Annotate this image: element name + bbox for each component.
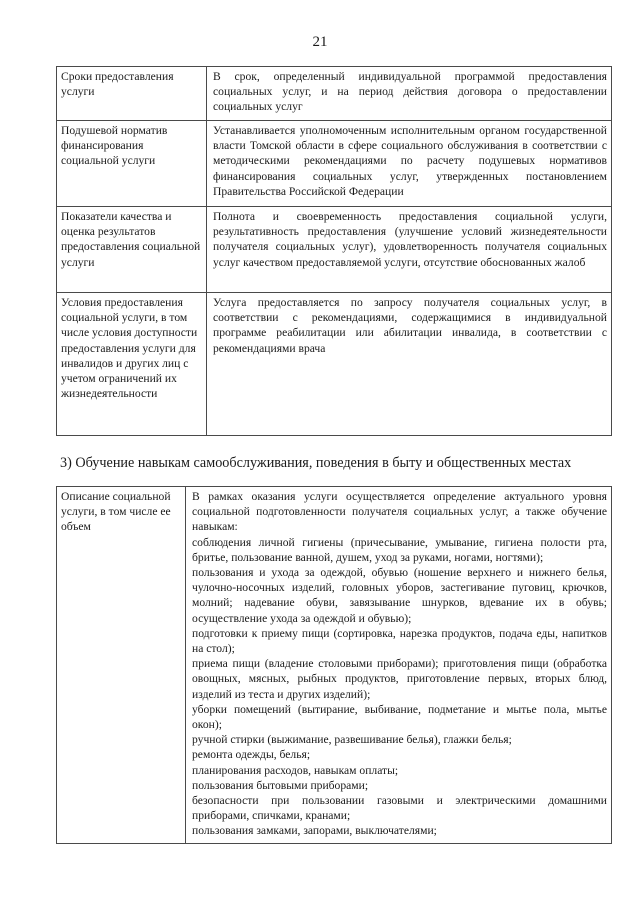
skill-item: планирования расходов, навыкам оплаты; <box>192 763 399 777</box>
skill-item: ручной стирки (выжимание, развешивание белья), глажки белья; <box>192 733 512 747</box>
skill-item: уборки помещений (вытирание, выбивание, подметание и мытье пола, мытье окон); <box>192 702 607 732</box>
section-heading: 3) Обучение навыкам самообслуживания, поведения в быту и общественных местах <box>60 455 572 471</box>
skill-item: пользования и ухода за одеждой, обувью (ношение верхнего и нижнего белья, чулочно-носочных изделий, головных уборов, застегивание пуговиц, крючков, молний; надевание обуви, завязывание шнурков, вдевание их в обувь; осуществление ухода за одеждой и обувью); <box>192 566 607 625</box>
row-text-financing: Устанавливается уполномоченным исполнительным органом государственной власти Томской области в сфере социального обслуживания в соответствии с методическими рекомендациями по расчету подушевых нормативов финансирования социальных услуг, утвержденных постановлением Правительства Российской Федерации <box>207 121 612 207</box>
table-row <box>57 207 612 293</box>
table-row <box>57 121 612 207</box>
description-text <box>186 487 612 844</box>
table-row <box>57 487 612 844</box>
row-label-conditions: Условия предоставления социальной услуги, в том числе условия доступности предоставления услуги для инвалидов и других лиц с учетом ограничений их жизнедеятельности <box>57 293 207 436</box>
skill-item: ремонта одежды, белья; <box>192 748 311 762</box>
row-label-quality: Показатели качества и оценка результатов предоставления социальной услуги <box>57 207 207 293</box>
service-description-table <box>56 486 612 844</box>
description-intro: В рамках оказания услуги осуществляется определение актуального уровня социальной подготовленности получателя социальных услуг, а также обучение навыкам: <box>192 490 607 534</box>
skill-item: соблюдения личной гигиены (причесывание, умывание, гигиена полости рта, бритье, пользование ванной, душем, уход за руками, ногами, ногтями); <box>192 535 607 564</box>
page-number: 21 <box>312 34 328 50</box>
service-conditions-table <box>56 66 612 436</box>
skill-item: приема пищи (владение столовыми приборами); приготовления пищи (обработка овощных, мясных, рыбных продуктов, приготовление первых, вторых блюд, изделий из теста и других изделий); <box>192 657 607 701</box>
row-text-terms: В срок, определенный индивидуальной программой предоставления социальных услуг, и на период действия договора о предоставлении социальных услуг <box>207 67 612 121</box>
row-text-conditions: Услуга предоставляется по запросу получателя социальных услуг, в соответствии с рекомендациями, содержащимися в индивидуальной программе реабилитации или абилитации инвалида, в соответствии с рекомендациями врача <box>207 293 612 436</box>
description-label: Описание социальной услуги, в том числе ее объем <box>57 487 186 844</box>
skill-item: безопасности при пользовании газовыми и электрическими домашними приборами, спичками, кранами; <box>192 794 607 823</box>
skill-item: пользования бытовыми приборами; <box>192 778 369 792</box>
skill-item: пользования замками, запорами, выключателями; <box>192 824 437 838</box>
skill-item: подготовки к приему пищи (сортировка, нарезка продуктов, подача еды, напитков на стол); <box>192 626 607 656</box>
table-row <box>57 67 612 121</box>
row-text-quality: Полнота и своевременность предоставления социальной услуги, результативность предоставления (улучшение условий жизнедеятельности получателя социальных услуг), удовлетворенность получателя социальных услуг качеством предоставляемой услуги, отсутствие обоснованных жалоб <box>207 207 612 293</box>
row-label-terms: Сроки предоставления услуги <box>57 67 207 121</box>
row-label-financing: Подушевой норматив финансирования социальной услуги <box>57 121 207 207</box>
table-row <box>57 293 612 436</box>
